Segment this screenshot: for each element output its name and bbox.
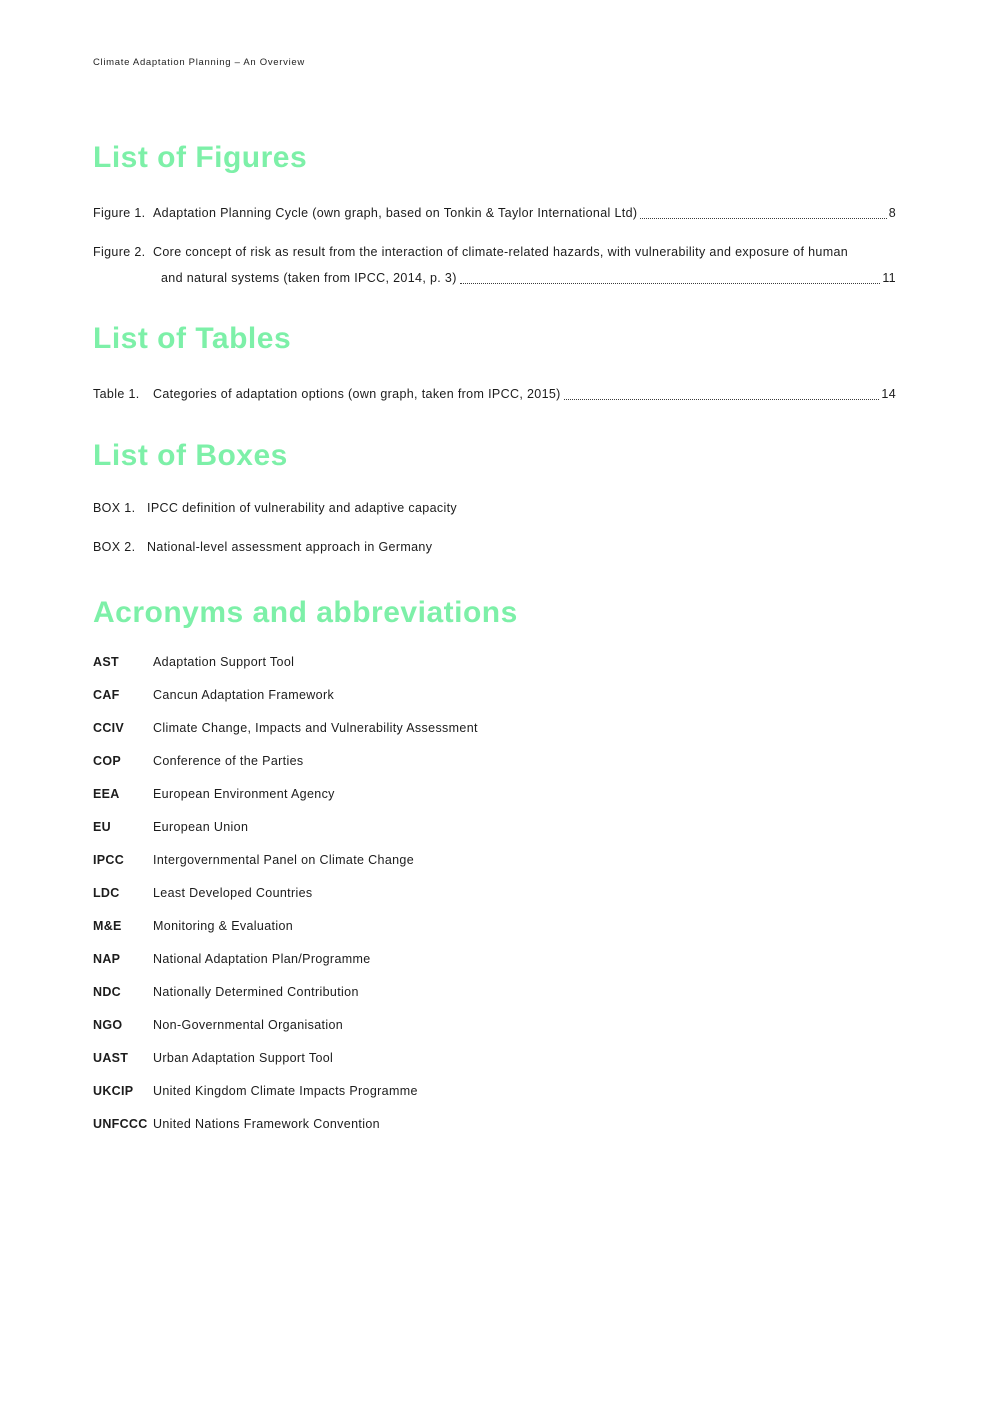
list-of-boxes-heading: List of Boxes: [93, 439, 288, 472]
list-of-figures-heading: List of Figures: [93, 141, 308, 174]
acronym-row-ast: [93, 656, 896, 669]
acronym-definition: Least Developed Countries: [153, 886, 313, 900]
acronym-row-caf: [93, 689, 896, 702]
running-header: Climate Adaptation Planning – An Overview: [93, 57, 305, 68]
acronym-abbr: COP: [93, 754, 121, 768]
acronym-definition: Monitoring & Evaluation: [153, 919, 294, 933]
box-entry-label: BOX 1.: [93, 501, 136, 515]
acronym-row-ipcc: [93, 854, 896, 867]
acronym-row-ngo: [93, 1019, 896, 1032]
dot-leader: [640, 218, 886, 219]
table-entry-1: [93, 381, 896, 407]
acronym-abbr: M&E: [93, 919, 122, 933]
acronym-abbr: AST: [93, 655, 119, 669]
figure-entry-body: [153, 239, 896, 291]
acronym-abbr: EU: [93, 820, 111, 834]
box-entry-1: [93, 495, 896, 521]
acronym-definition: Non-Governmental Organisation: [153, 1018, 344, 1032]
acronym-abbr: UKCIP: [93, 1084, 134, 1098]
acronym-row-unfccc: [93, 1118, 896, 1131]
dot-leader: [564, 399, 880, 400]
acronym-row-me: [93, 920, 896, 933]
acronyms-heading: Acronyms and abbreviations: [93, 596, 518, 629]
list-of-figures: [93, 200, 896, 291]
acronym-definition: Nationally Determined Contribution: [153, 985, 359, 999]
acronym-abbr: UAST: [93, 1051, 129, 1065]
figure-entry-label: Figure 2.: [93, 245, 146, 259]
figure-entry-body: [153, 200, 896, 226]
acronym-abbr: EEA: [93, 787, 120, 801]
box-entry-title: National-level assessment approach in Germany: [147, 540, 433, 554]
table-entry-page-number: 14: [881, 387, 896, 401]
dot-leader: [460, 283, 881, 284]
acronym-definition: National Adaptation Plan/Programme: [153, 952, 371, 966]
box-entry-2: [93, 534, 896, 560]
figure-entry-title: Adaptation Planning Cycle (own graph, based on Tonkin & Taylor International Ltd): [153, 206, 638, 220]
table-entry-body: [153, 381, 896, 407]
figure-entry-page-number: 8: [888, 206, 896, 220]
acronym-definition: Intergovernmental Panel on Climate Change: [153, 853, 415, 867]
acronym-abbr: NAP: [93, 952, 121, 966]
acronym-list: [93, 656, 896, 1131]
list-of-boxes: [93, 495, 896, 560]
acronym-definition: Adaptation Support Tool: [153, 655, 295, 669]
acronym-row-eea: [93, 788, 896, 801]
box-entry-title: IPCC definition of vulnerability and adaptive capacity: [147, 501, 458, 515]
figure-entry-label: Figure 1.: [93, 206, 146, 220]
figure-entry-page-number: 11: [882, 271, 896, 285]
toc-line-continuation: [153, 265, 896, 291]
figure-entry-1: [93, 200, 896, 226]
acronym-definition: Climate Change, Impacts and Vulnerability Assessment: [153, 721, 478, 735]
figure-entry-title-line-1: Core concept of risk as result from the interaction of climate-related hazards, with vulnerability and exposure of human: [153, 245, 849, 259]
acronym-row-ndc: [93, 986, 896, 999]
box-entry-label: BOX 2.: [93, 540, 136, 554]
acronym-definition: European Union: [153, 820, 249, 834]
acronym-abbr: CAF: [93, 688, 120, 702]
acronym-row-ukcip: [93, 1085, 896, 1098]
acronym-row-nap: [93, 953, 896, 966]
acronym-definition: Conference of the Parties: [153, 754, 304, 768]
figure-entry-2: [93, 239, 896, 291]
figure-entry-title-line-2: and natural systems (taken from IPCC, 2014, p. 3): [161, 271, 457, 285]
acronym-definition: United Kingdom Climate Impacts Programme: [153, 1084, 418, 1098]
acronym-abbr: NGO: [93, 1018, 123, 1032]
acronym-row-uast: [93, 1052, 896, 1065]
table-entry-label: Table 1.: [93, 387, 140, 401]
toc-line: [153, 239, 896, 265]
acronym-row-cop: [93, 755, 896, 768]
acronym-abbr: UNFCCC: [93, 1117, 148, 1131]
list-of-tables-heading: List of Tables: [93, 322, 292, 355]
acronym-row-eu: [93, 821, 896, 834]
acronym-definition: Cancun Adaptation Framework: [153, 688, 335, 702]
acronym-abbr: CCIV: [93, 721, 125, 735]
list-of-tables: [93, 381, 896, 407]
toc-line: [153, 381, 896, 407]
acronym-abbr: IPCC: [93, 853, 125, 867]
acronym-definition: Urban Adaptation Support Tool: [153, 1051, 334, 1065]
acronym-row-cciv: [93, 722, 896, 735]
acronym-abbr: LDC: [93, 886, 120, 900]
acronym-row-ldc: [93, 887, 896, 900]
toc-line: [153, 200, 896, 226]
table-entry-title: Categories of adaptation options (own graph, taken from IPCC, 2015): [153, 387, 561, 401]
acronym-definition: European Environment Agency: [153, 787, 335, 801]
acronym-definition: United Nations Framework Convention: [153, 1117, 380, 1131]
acronym-abbr: NDC: [93, 985, 121, 999]
